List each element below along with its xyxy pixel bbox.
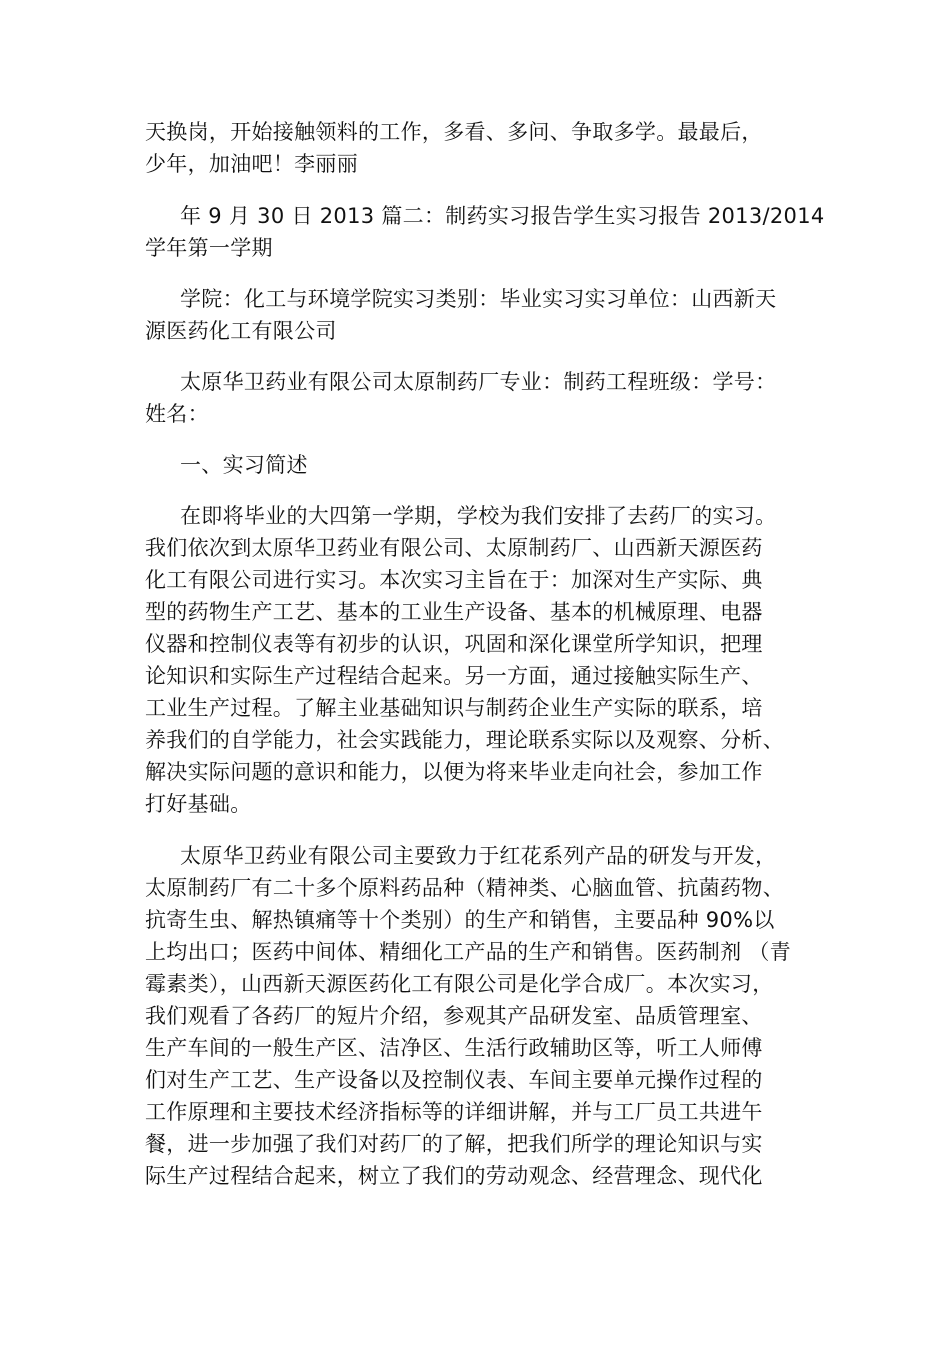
text-line: 化工有限公司进行实习。本次实习主旨在于：加深对生产实际、典	[145, 568, 763, 592]
text-line: 太原华卫药业有限公司主要致力于红花系列产品的研发与开发，	[180, 844, 777, 868]
text-line: 抗寄生虫、解热镇痛等十个类别）的生产和销售，主要品种 90%以	[145, 908, 775, 932]
text-line: 年 9 月 30 日 2013 篇二：制药实习报告学生实习报告 2013/2014	[180, 204, 825, 228]
text-line: 养我们的自学能力，社会实践能力，理论联系实际以及观察、分析、	[145, 728, 784, 752]
text-line: 天换岗，开始接触领料的工作，多看、多问、争取多学。最最后，	[145, 120, 763, 144]
section-heading: 一、实习简述	[180, 453, 308, 477]
text-line: 生产车间的一般生产区、洁净区、生活行政辅助区等，听工人师傅	[145, 1036, 763, 1060]
text-line: 解决实际问题的意识和能力，以便为将来毕业走向社会，参加工作	[145, 760, 763, 784]
text-line: 少年，加油吧！李丽丽	[145, 152, 358, 176]
text-line: 姓名：	[145, 402, 209, 426]
text-line: 打好基础。	[145, 792, 252, 816]
text-line: 上均出口；医药中间体、精细化工产品的生产和销售。医药制剂 （青	[145, 940, 791, 964]
text-line: 工业生产过程。了解主业基础知识与制药企业生产实际的联系，培	[145, 696, 763, 720]
text-line: 我们依次到太原华卫药业有限公司、太原制药厂、山西新天源医药	[145, 536, 763, 560]
text-line: 源医药化工有限公司	[145, 319, 337, 343]
text-line: 霉素类），山西新天源医药化工有限公司是化学合成厂。本次实习，	[145, 972, 774, 996]
text-line: 论知识和实际生产过程结合起来。另一方面，通过接触实际生产、	[145, 664, 763, 688]
text-line: 餐，进一步加强了我们对药厂的了解，把我们所学的理论知识与实	[145, 1132, 763, 1156]
text-line: 际生产过程结合起来，树立了我们的劳动观念、经营理念、现代化	[145, 1164, 763, 1188]
text-line: 仪器和控制仪表等有初步的认识，巩固和深化课堂所学知识，把理	[145, 632, 763, 656]
text-line: 在即将毕业的大四第一学期，学校为我们安排了去药厂的实习。	[180, 504, 777, 528]
text-line: 学年第一学期	[145, 236, 273, 260]
text-line: 工作原理和主要技术经济指标等的详细讲解，并与工厂员工共进午	[145, 1100, 763, 1124]
text-line: 太原华卫药业有限公司太原制药厂专业：制药工程班级：学号：	[180, 370, 777, 394]
text-line: 太原制药厂有二十多个原料药品种（精神类、心脑血管、抗菌药物、	[145, 876, 784, 900]
text-line: 型的药物生产工艺、基本的工业生产设备、基本的机械原理、电器	[145, 600, 763, 624]
text-line: 学院：化工与环境学院实习类别：毕业实习实习单位：山西新天	[180, 287, 777, 311]
text-line: 我们观看了各药厂的短片介绍，参观其产品研发室、品质管理室、	[145, 1004, 763, 1028]
text-line: 们对生产工艺、生产设备以及控制仪表、车间主要单元操作过程的	[145, 1068, 763, 1092]
